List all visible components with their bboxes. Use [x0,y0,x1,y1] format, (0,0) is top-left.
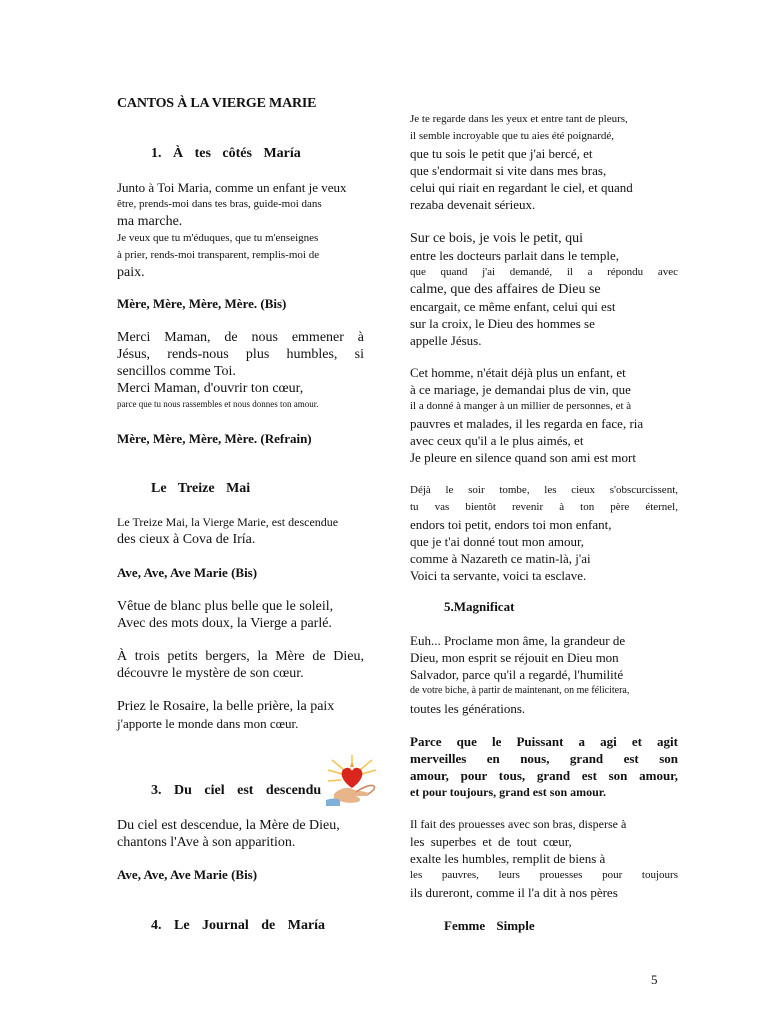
text-line: Merci Maman, de nous emmener à [117,330,364,345]
text-line: chantons l'Ave à son apparition. [117,835,296,850]
text-line: Parce que le Puissant a agi et agit [410,734,678,749]
text-line: Euh... Proclame mon âme, la grandeur de [410,633,626,648]
text-line: amour, pour tous, grand est son amour, [410,768,678,783]
text-line: comme à Nazareth ce matin-là, j'ai [410,551,591,566]
text-line: Salvador, parce qu'il a regardé, l'humilité [410,667,624,682]
text-line: il a donné à manger à un millier de personnes, et à [410,400,632,412]
text-line: Je te regarde dans les yeux et entre tant de pleurs, [410,113,628,125]
text-line: Sur ce bois, je vois le petit, qui [410,231,584,246]
song2-stanza-4 [117,698,364,732]
text-line: découvre le mystère de son cœur. [117,666,304,681]
text-line: de votre biche, à partir de maintenant, on me félicitera, [410,685,630,696]
text-line: il semble incroyable que tu aies été poignardé, [410,130,615,142]
text-line: parce que tu nous rassembles et nous donnes ton amour. [117,399,319,409]
sacred-heart-hands-icon [326,754,378,806]
text-line: que je t'ai donné tout mon amour, [410,534,585,549]
song3-refrain: Ave, Ave, Ave Marie (Bis) [117,867,258,882]
text-line: sur la croix, le Dieu des hommes se [410,316,595,331]
song5-refrain [410,733,678,801]
text-line: Vêtue de blanc plus belle que le soleil, [117,599,334,614]
text-line: et pour toujours, grand est son amour. [410,785,607,799]
text-line: celui qui riait en regardant le ciel, et quand [410,180,633,195]
song4-stanza-4 [410,482,678,584]
text-line: être, prends-moi dans tes bras, guide-moi dans [117,198,322,210]
text-line: à ce mariage, je demandai plus de vin, que [410,382,631,397]
song-heading-1: 1. À tes côtés María [151,146,301,161]
song3-stanza-1 [117,817,364,851]
text-line: toutes les générations. [410,701,526,716]
text-line: Cet homme, n'était déjà plus un enfant, et [410,365,626,380]
song4-stanza-1 [410,111,678,213]
text-line: les superbes et de tout cœur, [410,834,572,849]
text-line: Du ciel est descendue, la Mère de Dieu, [117,818,340,833]
text-line: Dieu, mon esprit se réjouit en Dieu mon [410,650,619,665]
text-line: Junto à Toi Maria, comme un enfant je veux [117,180,347,195]
text-line: merveilles en nous, grand est son [410,751,678,766]
text-line: que quand j'ai demandé, il a répondu avec [410,266,678,278]
page-title: CANTOS À LA VIERGE MARIE [117,96,317,111]
song-heading-3: 3. Du ciel est descendu [151,783,322,798]
text-line: pauvres et malades, il les regarda en face, ria [410,416,644,431]
song2-stanza-3 [117,648,364,682]
song-heading-2: Le Treize Mai [151,481,251,496]
text-line: À trois petits bergers, la Mère de Dieu, [117,649,364,664]
text-line: ils dureront, comme il l'a dit à nos pères [410,885,618,900]
text-line: j'apporte le monde dans mon cœur. [117,716,299,731]
text-line: Merci Maman, d'ouvrir ton cœur, [117,381,304,396]
text-line: calme, que des affaires de Dieu se [410,282,601,297]
text-line: sencillos comme Toi. [117,364,236,379]
song2-refrain: Ave, Ave, Ave Marie (Bis) [117,565,258,580]
song1-stanza-2 [117,329,364,411]
song5-stanza-2 [410,816,678,901]
song1-refrain: Mère, Mère, Mère, Mère. (Bis) [117,296,287,311]
song-heading-6: Femme Simple [444,918,535,933]
song4-stanza-3 [410,364,678,466]
song2-stanza-2 [117,598,364,632]
text-line: que tu sois le petit que j'ai bercé, et [410,146,593,161]
song-heading-5: 5.Magnificat [444,599,515,614]
text-line: à prier, rends-moi transparent, remplis-moi de [117,249,320,261]
text-line: appelle Jésus. [410,333,482,348]
text-line: Jésus, rends-nous plus humbles, si [117,347,364,362]
song5-stanza-1 [410,632,678,717]
text-line: des cieux à Cova de Iría. [117,532,256,547]
song1-refrain-2: Mère, Mère, Mère, Mère. (Refrain) [117,431,312,446]
page-number: 5 [651,972,658,987]
text-line: endors toi petit, endors toi mon enfant, [410,517,612,532]
text-line: Il fait des prouesses avec son bras, disperse à [410,817,627,831]
text-line: Priez le Rosaire, la belle prière, la paix [117,699,335,714]
text-line: que s'endormait si vite dans mes bras, [410,163,607,178]
text-line: Voici ta servante, voici ta esclave. [410,568,587,583]
text-line: Je pleure en silence quand son ami est mort [410,450,636,465]
text-line: rezaba devenait sérieux. [410,197,536,212]
text-line: exalte les humbles, remplit de biens à [410,851,606,866]
text-line: paix. [117,265,145,280]
text-line: avec ceux qu'il a le plus aimés, et [410,433,584,448]
text-line: Je veux que tu m'éduques, que tu m'enseignes [117,232,319,244]
text-line: Déjà le soir tombe, les cieux s'obscurcissent, [410,484,678,496]
text-line: Avec des mots doux, la Vierge a parlé. [117,616,332,631]
song1-stanza-1 [117,179,364,281]
song4-stanza-2 [410,230,678,349]
song2-stanza-1 [117,514,364,548]
text-line: les pauvres, leurs prouesses pour toujours [410,869,678,881]
text-line: tu vas bientôt revenir à ton père éternel, [410,501,678,513]
text-line: entre les docteurs parlait dans le temple, [410,248,620,263]
song-heading-4: 4. Le Journal de María [151,918,326,933]
text-line: encargait, ce même enfant, celui qui est [410,299,616,314]
text-line: ma marche. [117,214,183,229]
text-line: Le Treize Mai, la Vierge Marie, est descendue [117,515,339,529]
